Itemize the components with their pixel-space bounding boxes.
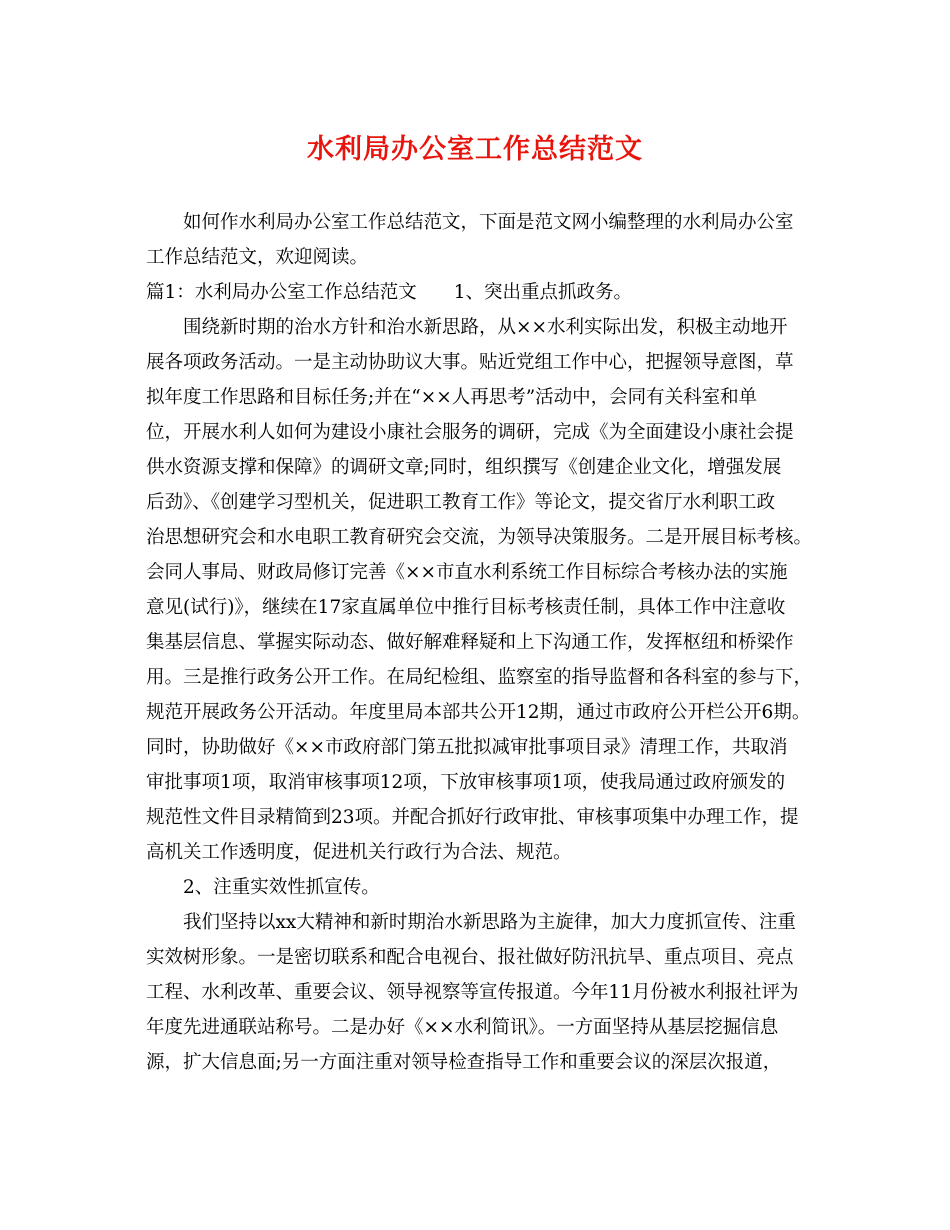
body-line: 源，扩大信息面;另一方面注重对领导检查指导工作和重要会议的深层次报道， (146, 1052, 782, 1073)
body-line: 后劲》、《创建学习型机关，促进职工教育工作》等论文，提交省厅水利职工政 (146, 492, 776, 513)
body-line: 我们坚持以xx大精神和新时期治水新思路为主旋律，加大力度抓宣传、注重 (183, 912, 796, 933)
body-line: 工程、水利改革、重要会议、领导视察等宣传报道。今年11月份被水利报社评为 (146, 982, 799, 1003)
document-title: 水利局办公室工作总结范文 (307, 134, 643, 165)
body-line: 规范性文件目录精简到23项。并配合抓好行政审批、审核事项集中办理工作，提 (146, 807, 799, 828)
body-line: 位，开展水利人如何为建设小康社会服务的调研，完成《为全面建设小康社会提 (146, 422, 794, 443)
body-line: 规范开展政务公开活动。年度里局本部共公开12期，通过市政府公开栏公开6期。 (146, 702, 811, 723)
body-line: 同时，协助做好《××市政府部门第五批拟减审批事项目录》清理工作，共取消 (146, 737, 788, 758)
body-line: 实效树形象。一是密切联系和配合电视台、报社做好防汛抗旱、重点项目、亮点 (146, 947, 794, 968)
body-line: 用。三是推行政务公开工作。在局纪检组、监察室的指导监督和各科室的参与下， (146, 667, 813, 688)
body-line: 如何作水利局办公室工作总结范文，下面是范文网小编整理的水利局办公室 (183, 212, 794, 233)
body-line: 高机关工作透明度，促进机关行政行为合法、规范。 (146, 842, 572, 863)
body-line: 年度先进通联站称号。二是办好《××水利简讯》。一方面坚持从基层挖掘信息 (146, 1017, 779, 1038)
body-line: 2、注重实效性抓宣传。 (183, 877, 380, 898)
body-line: 会同人事局、财政局修订完善《××市直水利系统工作目标综合考核办法的实施 (146, 562, 788, 583)
body-line: 意见(试行)》，继续在17家直属单位中推行目标考核责任制，具体工作中注意收 (146, 597, 786, 618)
body-line: 供水资源支撑和保障》的调研文章;同时，组织撰写《创建企业文化，增强发展 (146, 457, 782, 478)
body-line: 治思想研究会和水电职工教育研究会交流，为领导决策服务。二是开展目标考核。 (146, 527, 813, 548)
document-body (146, 205, 816, 1080)
body-line: 审批事项1项，取消审核事项12项，下放审核事项1项，使我局通过政府颁发的 (146, 772, 786, 793)
body-line: 围绕新时期的治水方针和治水新思路，从××水利实际出发，积极主动地开 (183, 317, 788, 338)
body-line: 拟年度工作思路和目标任务;并在“××人再思考”活动中，会同有关科室和单 (146, 387, 758, 408)
body-line: 篇1：水利局办公室工作总结范文 1、突出重点抓政务。 (146, 282, 633, 303)
body-line: 集基层信息、掌握实际动态、做好解难释疑和上下沟通工作，发挥枢纽和桥梁作 (146, 632, 794, 653)
body-line: 工作总结范文，欢迎阅读。 (146, 247, 369, 268)
body-line: 展各项政务活动。一是主动协助议大事。贴近党组工作中心，把握领导意图，草 (146, 352, 794, 373)
